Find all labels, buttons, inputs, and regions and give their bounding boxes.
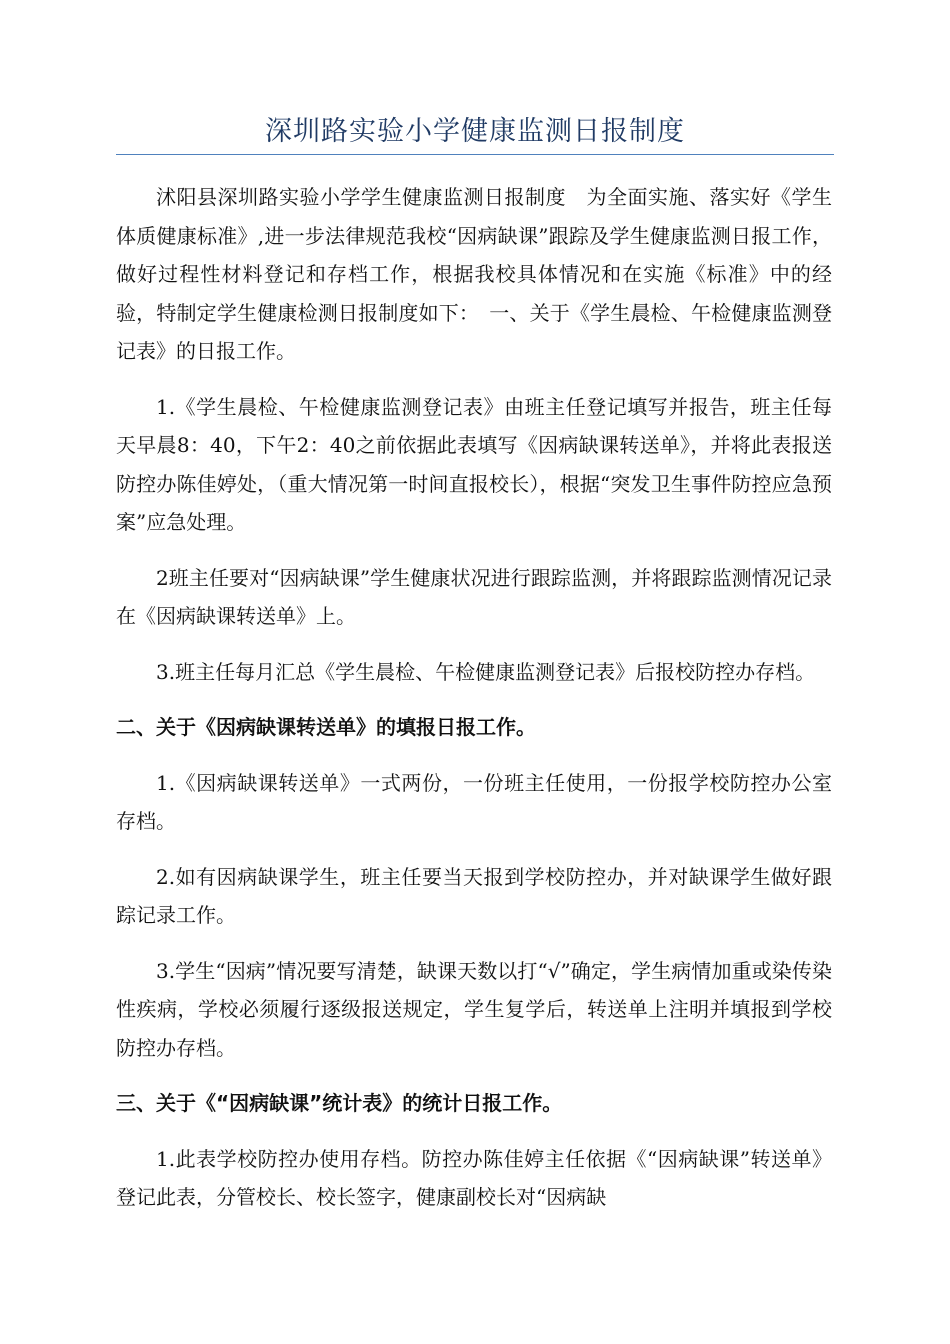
section1-item-2: 2班主任要对“因病缺课”学生健康状况进行跟踪监测，并将跟踪监测情况记录在《因病缺课转送单》上。 bbox=[116, 565, 832, 628]
section1-item-1: 1.《学生晨检、午检健康监测登记表》由班主任登记填写并报告，班主任每天早晨8：40，下午2：40之前依据此表填写《因病缺课转送单》，并将此表报送防控办陈佳婷处，（重大情况第一时间直报校长），根据“突发卫生事件防控应急预案”应急处理。 bbox=[116, 394, 832, 534]
document-body bbox=[116, 178, 832, 1234]
section2-item-2: 2.如有因病缺课学生，班主任要当天报到学校防控办，并对缺课学生做好跟踪记录工作。 bbox=[116, 864, 832, 927]
section3-heading: 三、关于《“因病缺课”统计表》的统计日报工作。 bbox=[116, 1091, 563, 1115]
intro-paragraph: 沭阳县深圳路实验小学学生健康监测日报制度 为全面实施、落实好《学生体质健康标准》,进一步法律规范我校“因病缺课”跟踪及学生健康监测日报工作，做好过程性材料登记和存档工作，根据我校具体情况和在实施《标准》中的经验，特制定学生健康检测日报制度如下： 一、关于《学生晨检、午检健康监测登记表》的日报工作。 bbox=[116, 185, 832, 363]
section3-item-1: 1.此表学校防控办使用存档。防控办陈佳婷主任依据《“因病缺课”转送单》登记此表，分管校长、校长签字，健康副校长对“因病缺 bbox=[116, 1146, 832, 1209]
section1-item-3: 3.班主任每月汇总《学生晨检、午检健康监测登记表》后报校防控办存档。 bbox=[156, 659, 816, 684]
section2-item-3: 3.学生“因病”情况要写清楚，缺课天数以打“√”确定，学生病情加重或染传染性疾病，学校必须履行逐级报送规定，学生复学后，转送单上注明并填报到学校防控办存档。 bbox=[116, 958, 832, 1060]
section2-item-1: 1.《因病缺课转送单》一式两份，一份班主任使用，一份报学校防控办公室存档。 bbox=[116, 770, 832, 833]
section2-heading: 二、关于《因病缺课转送单》的填报日报工作。 bbox=[116, 715, 536, 739]
document-title: 深圳路实验小学健康监测日报制度 bbox=[265, 116, 685, 147]
title-underline bbox=[116, 154, 834, 155]
